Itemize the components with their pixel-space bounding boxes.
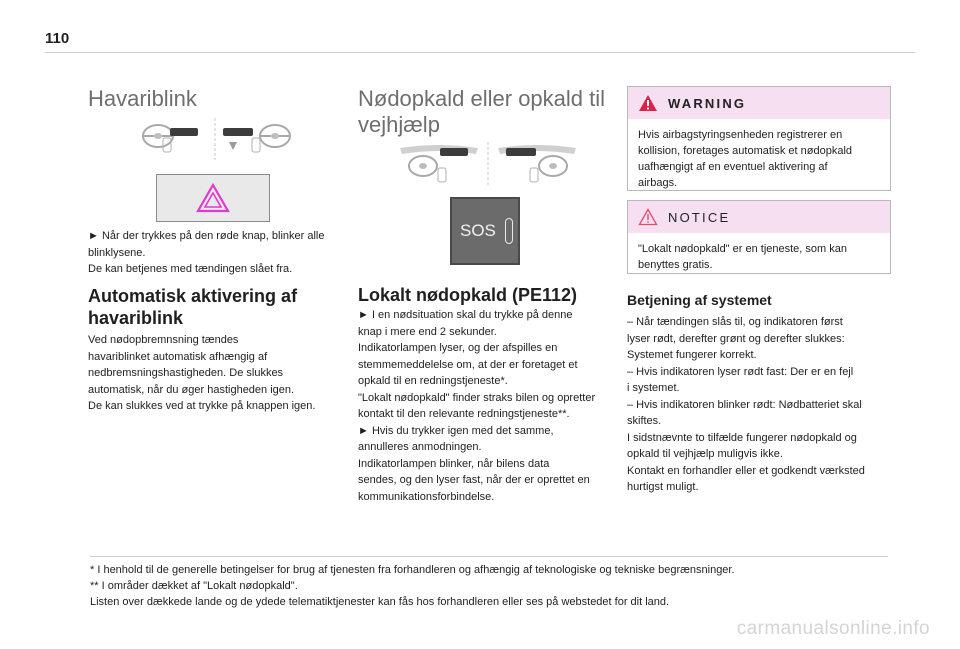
pe112-heading: Lokalt nødopkald (PE112)	[358, 285, 578, 305]
steering-wheel-icon	[539, 156, 567, 176]
footnotes	[90, 562, 890, 610]
hazard-triangle-icon	[196, 183, 230, 213]
top-divider	[45, 52, 915, 53]
steering-wheel-icon	[143, 125, 173, 147]
sos-indicator-icon	[505, 218, 513, 244]
warning-title: WARNING	[668, 95, 747, 111]
hazard-button	[156, 174, 270, 222]
notice-header	[628, 201, 890, 233]
system-operation-heading: Betjening af systemet	[627, 292, 772, 308]
footnote-2: ** I områder dækket af "Lokalt nødopkald".	[90, 580, 298, 592]
notice-title: NOTICE	[668, 209, 731, 225]
notice-box	[627, 200, 891, 274]
emergency-call-title: Nødopkald eller opkald til vejhjælp	[358, 86, 606, 137]
notice-triangle-icon	[638, 208, 658, 226]
hazard-paragraph: ► Når der trykkes på den røde knap, blinker alle blinklysene. De kan betjenes med tændingen slået fra.	[88, 230, 325, 275]
sos-button	[450, 197, 520, 265]
auto-hazard-paragraph: Ved nødopbremnsning tændes havariblinket automatisk afhængig af nedbremsningshastigheden. De slukkes automatisk, når du øger hastigheden igen. De kan slukkes ved at trykke på knappen igen.	[88, 334, 316, 412]
warning-text: Hvis airbagstyringsenheden registrerer en kollision, foretages automatisk et nødopkald uafhængigt af en eventuel aktivering af airbags.	[638, 129, 853, 189]
notice-text: "Lokalt nødopkald" er en tjeneste, som kan benyttes gratis.	[638, 243, 847, 271]
hazard-title: Havariblink	[88, 86, 197, 111]
footnote-divider	[90, 556, 888, 557]
footnote-1: * I henhold til de generelle betingelser for brug af tjenesten fra forhandleren og afhængig af teknologiske og tekniske begrænsninger.	[90, 564, 735, 576]
warning-box	[627, 86, 891, 191]
warning-header	[628, 87, 890, 119]
overhead-console-illustration	[398, 140, 578, 188]
sos-label: SOS	[460, 221, 496, 240]
watermark: carmanualsonline.info	[736, 618, 930, 639]
warning-triangle-icon	[638, 94, 658, 112]
dashboard-position-illustration	[133, 114, 298, 162]
steering-wheel-icon	[260, 125, 290, 147]
page-number: 110	[45, 30, 70, 47]
auto-hazard-heading: Automatisk aktivering af havariblink	[88, 286, 298, 328]
steering-wheel-icon	[409, 156, 437, 176]
pe112-paragraph: ► I en nødsituation skal du trykke på denne knap i mere end 2 sekunder. Indikatorlampen lyser, og der afspilles en stemmemeddelelse om, at der er foretaget et opkald til en redningstjeneste*. "Lokalt nødopkald" finder straks bilen og opretter kontakt til den relevante redningstjeneste**. ► Hvis du trykker igen med det samme, annulleres anmodningen. Indikatorlampen blinker, når bilens data sendes, og den lyser fast, når der er oprettet en kommunikationsforbindelse.	[358, 309, 596, 503]
footnote-3: Listen over dækkede lande og de ydede telematiktjenester kan fås hos forhandleren eller ses på webstedet for dit land.	[90, 596, 670, 608]
system-operation-paragraph: – Når tændingen slås til, og indikatoren først lyser rødt, derefter grønt og derefter slukkes: Systemet fungerer korrekt. – Hvis indikatoren lyser rødt fast: Der er en fejl i systemet. – Hvis indikatoren blinker rødt: Nødbatteriet skal skiftes. I sidstnævnte to tilfælde fungerer nødopkald og opkald til vejhjælp muligvis ikke. Kontakt en forhandler eller et godkendt værksted hurtigst muligt.	[627, 316, 865, 493]
